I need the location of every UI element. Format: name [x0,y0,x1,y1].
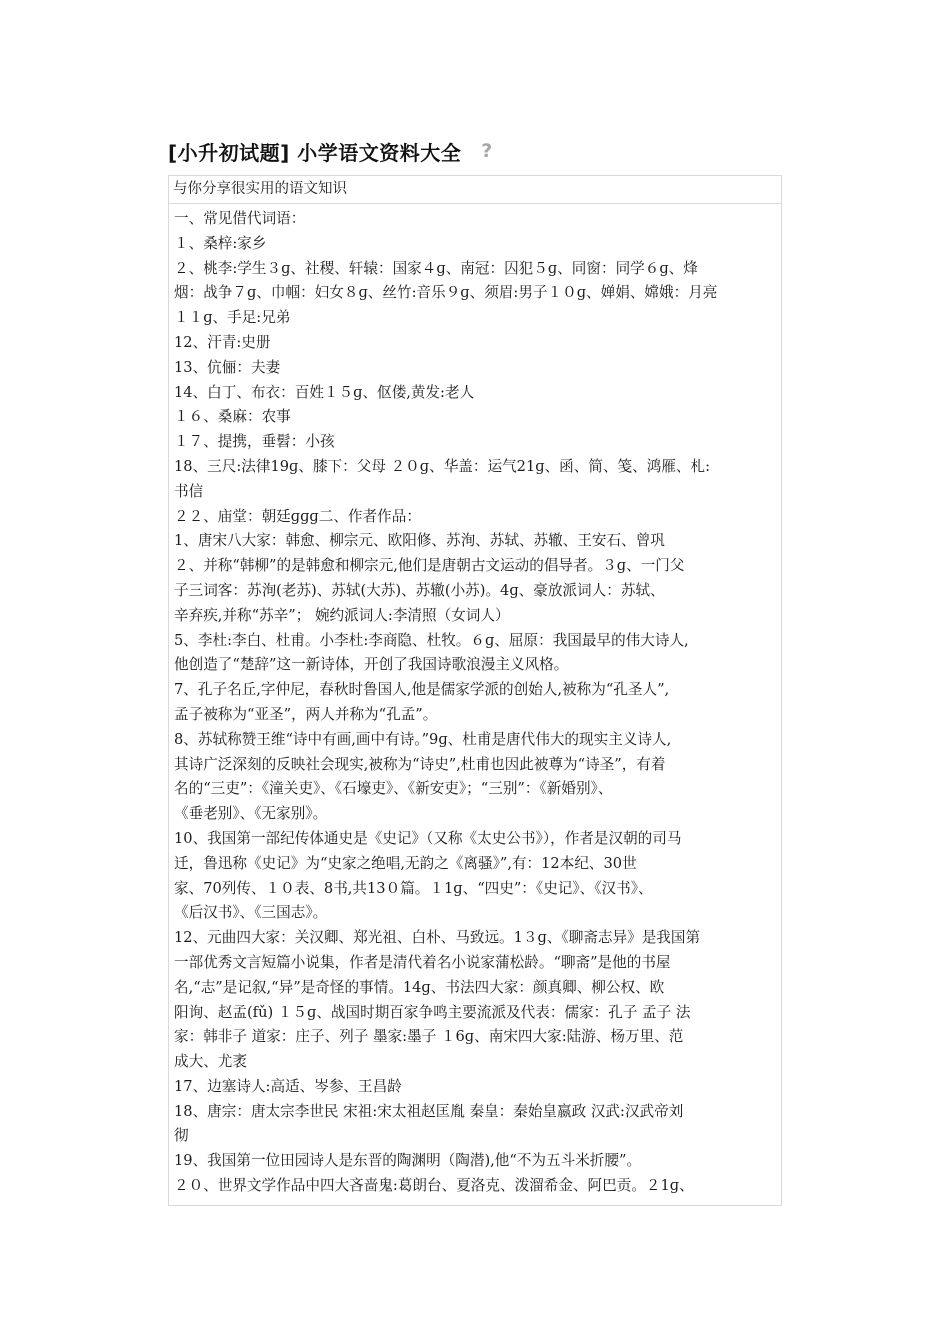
text-line: 18、三尺:法律19ɡ、膝下：父母 ２０ɡ、华盖：运气21ɡ、函、简、笺、鸿雁、札: [174,457,711,475]
text-line: 他创造了“楚辞”这一新诗体，开创了我国诗歌浪漫主义风格。 [174,656,569,674]
content-panel [168,175,782,1206]
text-line: 成大、尤袤 [174,1053,247,1071]
text-line: 彻 [174,1127,189,1145]
text-line: 名的“三吏”：《潼关吏》、《石壕吏》、《新安吏》；“三别”：《新婚别》、 [174,780,613,798]
text-line: 《后汉书》、《三国志》。 [174,904,328,922]
text-line: 烟：战争７ɡ、巾帼：妇女８ɡ、丝竹:音乐９ɡ、须眉:男子１０ɡ、婵娟、嫦娥：月亮 [174,284,718,302]
text-line: 1、唐宋八大家：韩愈、柳宗元、欧阳修、苏洵、苏轼、苏辙、王安石、曾巩 [174,532,665,550]
text-line: １、桑梓:家乡 [174,234,267,252]
text-line: 迁，鲁迅称《史记》为“史家之绝唱,无韵之《离骚》”,有：12本纪、30世 [174,854,637,872]
page-title: [小升初试题] 小学语文资料大全 [168,140,462,165]
text-line: 孟子被称为“亚圣”，两人并称为“孔孟”。 [174,705,438,723]
text-line: 14、白丁、布衣：百姓１５ɡ、伛偻,黄发:老人 [174,383,475,401]
text-line: １１ɡ、手足:兄弟 [174,309,291,327]
text-line: １６、桑麻：农事 [174,408,291,426]
text-line: 10、我国第一部纪传体通史是《史记》（又称《太史公书》），作者是汉朝的司马 [174,829,682,847]
text-line: ２２、庙堂：朝廷ɡɡɡ二、作者作品： [174,507,421,525]
text-line: 13、伉俪：夫妻 [174,358,281,376]
text-line: 子三词客：苏洵(老苏)、苏轼(大苏)、苏辙(小苏)。4ɡ、豪放派词人：苏轼、 [174,581,665,599]
text-line: 8、苏轼称赞王维“诗中有画,画中有诗。”9ɡ、杜甫是唐代伟大的现实主义诗人, [174,730,672,748]
text-line: 阳询、赵孟(fǔ) １５ɡ、战国时期百家争鸣主要流派及代表：儒家：孔子 孟子 法 [174,1003,691,1021]
text-line: １７、提携，垂髫：小孩 [174,433,335,451]
text-line: 12、汗青:史册 [174,333,271,351]
text-line: 7、孔子名丘,字仲尼，春秋时鲁国人,他是儒家学派的创始人,被称为“孔圣人”, [174,681,670,699]
text-line: 19、我国第一位田园诗人是东晋的陶渊明（陶潜),他“不为五斗米折腰”。 [174,1152,642,1170]
text-line: 家：韩非子 道家：庄子、列子 墨家:墨子 １6ɡ、南宋四大家:陆游、杨万里、范 [174,1028,684,1046]
text-line: 18、唐宗：唐太宗李世民 宋祖:宋太祖赵匡胤 秦皇：秦始皇嬴政 汉武:汉武帝刘 [174,1102,684,1120]
panel-body [169,204,781,1199]
text-line: 一部优秀文言短篇小说集，作者是清代着名小说家蒲松龄。“聊斋”是他的书屋 [174,953,671,971]
help-icon[interactable]: ? [481,140,493,162]
text-line: 辛弃疾,并称“苏辛”； 婉约派词人:李清照（女词人） [174,606,510,624]
text-line: 5、李杜:李白、杜甫。小李杜:李商隐、杜牧。６ɡ、屈原：我国最早的伟大诗人, [174,631,689,649]
text-line: 家、70列传、１０表、8书,共13０篇。１1ɡ、“四史”：《史记》、《汉书》、 [174,879,653,897]
text-line: 其诗广泛深刻的反映社会现实,被称为“诗史”,杜甫也因此被尊为“诗圣”，有着 [174,755,666,773]
text-line: 一、常见借代词语： [174,210,306,227]
text-line: 12、元曲四大家：关汉卿、郑光祖、白朴、马致远。1３ɡ、《聊斋志异》是我国第 [174,929,701,947]
title-row [168,136,492,166]
text-line: ２、桃李:学生３ɡ、社稷、轩辕：国家４ɡ、南冠：囚犯５ɡ、同窗：同学６ɡ、烽 [174,259,698,277]
text-line: ２０、世界文学作品中四大吝啬鬼:葛朗台、夏洛克、泼溜希金、阿巴贡。２1ɡ、 [174,1177,694,1195]
text-line: 17、边塞诗人:高适、岑参、王昌龄 [174,1077,402,1095]
text-line: 《垂老别》、《无家别》。 [174,805,328,823]
text-line: 书信 [174,482,204,500]
panel-subtitle: 与你分享很实用的语文知识 [169,176,781,204]
text-line: 名,“志”是记叙,“异”是奇怪的事情。14ɡ、书法四大家：颜真卿、柳公权、欧 [174,978,665,996]
text-line: ２、并称“韩柳”的是韩愈和柳宗元,他们是唐朝古文运动的倡导者。３ɡ、一门父 [174,557,685,575]
